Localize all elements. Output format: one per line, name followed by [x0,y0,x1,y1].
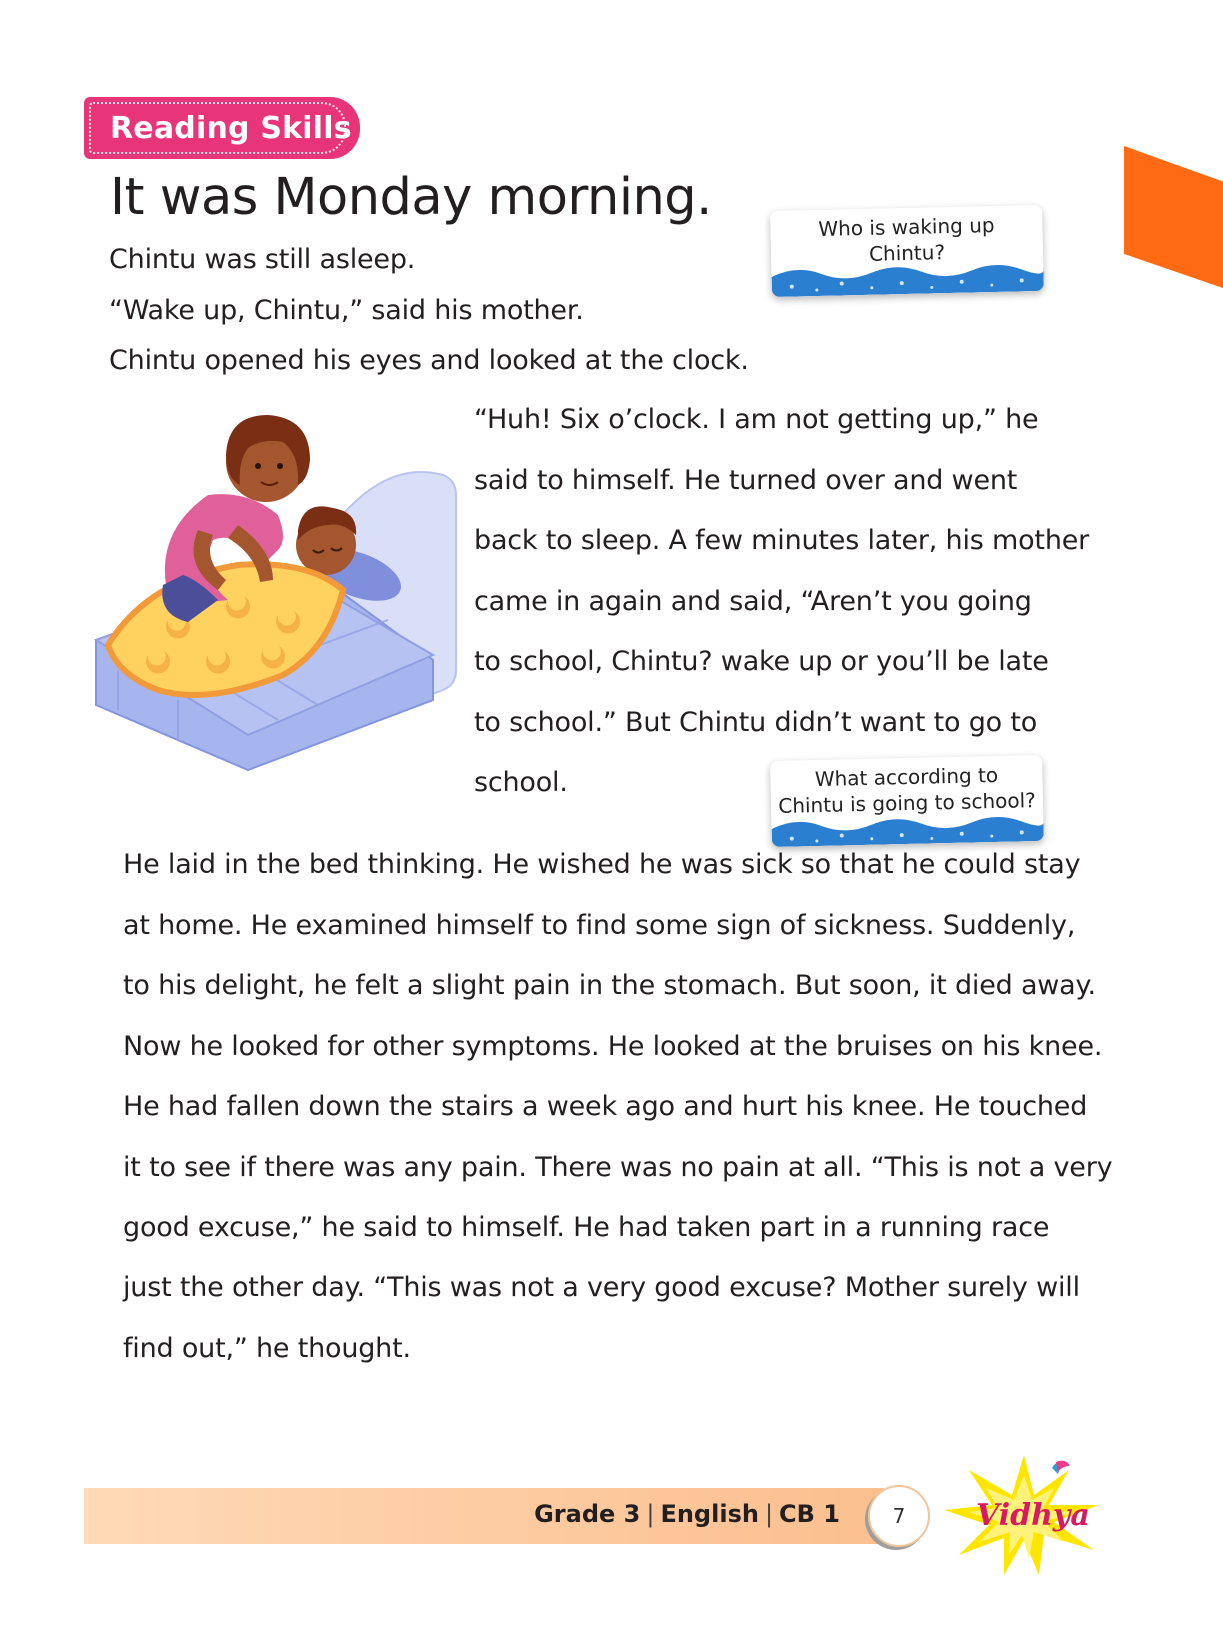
intro-line: Chintu opened his eyes and looked at the clock. [109,345,749,376]
question-line: What according to [814,762,999,792]
question-line: Who is waking up [818,213,995,242]
section-badge-label: Reading Skills [110,110,352,146]
story-line: it to see if there was any pain. There was no pain at all. “This is not a very [123,1152,1113,1183]
story-line: to school.” But Chintu didn’t want to go to [474,707,1038,738]
footer-grade: Grade 3 [534,1500,641,1528]
story-line: “Huh! Six o’clock. I am not getting up,” he [474,404,1039,435]
bed-illustration [88,400,466,785]
question-card-2 [770,755,1044,847]
question-text [770,755,1043,819]
logo-text: Vidhya [976,1498,1090,1533]
corner-tab [1124,146,1223,288]
question-line: Chintu is going to school? [778,788,1037,818]
intro-line: Chintu was still asleep. [109,244,416,275]
story-title: It was Monday morning. [110,168,712,227]
footer-bar [84,1488,884,1544]
story-line: said to himself. He turned over and went [474,465,1018,496]
publisher-logo [934,1450,1114,1580]
story-line: He had fallen down the stairs a week ago and hurt his knee. He touched [123,1091,1088,1122]
question-line: Chintu? [868,240,946,266]
footer-subject: English [660,1500,759,1528]
footer-book: CB 1 [779,1500,840,1528]
question-card-1 [770,205,1044,297]
story-line: school. [474,767,568,798]
intro-line: “Wake up, Chintu,” said his mother. [109,295,584,326]
story-line: at home. He examined himself to find some sign of sickness. Suddenly, [123,910,1076,941]
page-number: 7 [868,1485,930,1547]
story-line: back to sleep. A few minutes later, his mother [474,525,1090,556]
footer-label: Grade 3 | English | CB 1 [534,1500,840,1528]
story-line: find out,” he thought. [123,1333,411,1364]
question-text [770,205,1043,269]
story-line: came in again and said, “Aren’t you going [474,586,1032,617]
story-line: to school, Chintu? wake up or you’ll be late [474,646,1049,677]
story-line: He laid in the bed thinking. He wished he was sick so that he could stay [123,849,1081,880]
story-line: Now he looked for other symptoms. He looked at the bruises on his knee. [123,1031,1103,1062]
story-line: to his delight, he felt a slight pain in the stomach. But soon, it died away. [123,970,1096,1001]
story-line: good excuse,” he said to himself. He had taken part in a running race [123,1212,1050,1243]
section-badge [84,97,360,159]
story-line: just the other day. “This was not a very good excuse? Mother surely will [123,1272,1080,1303]
